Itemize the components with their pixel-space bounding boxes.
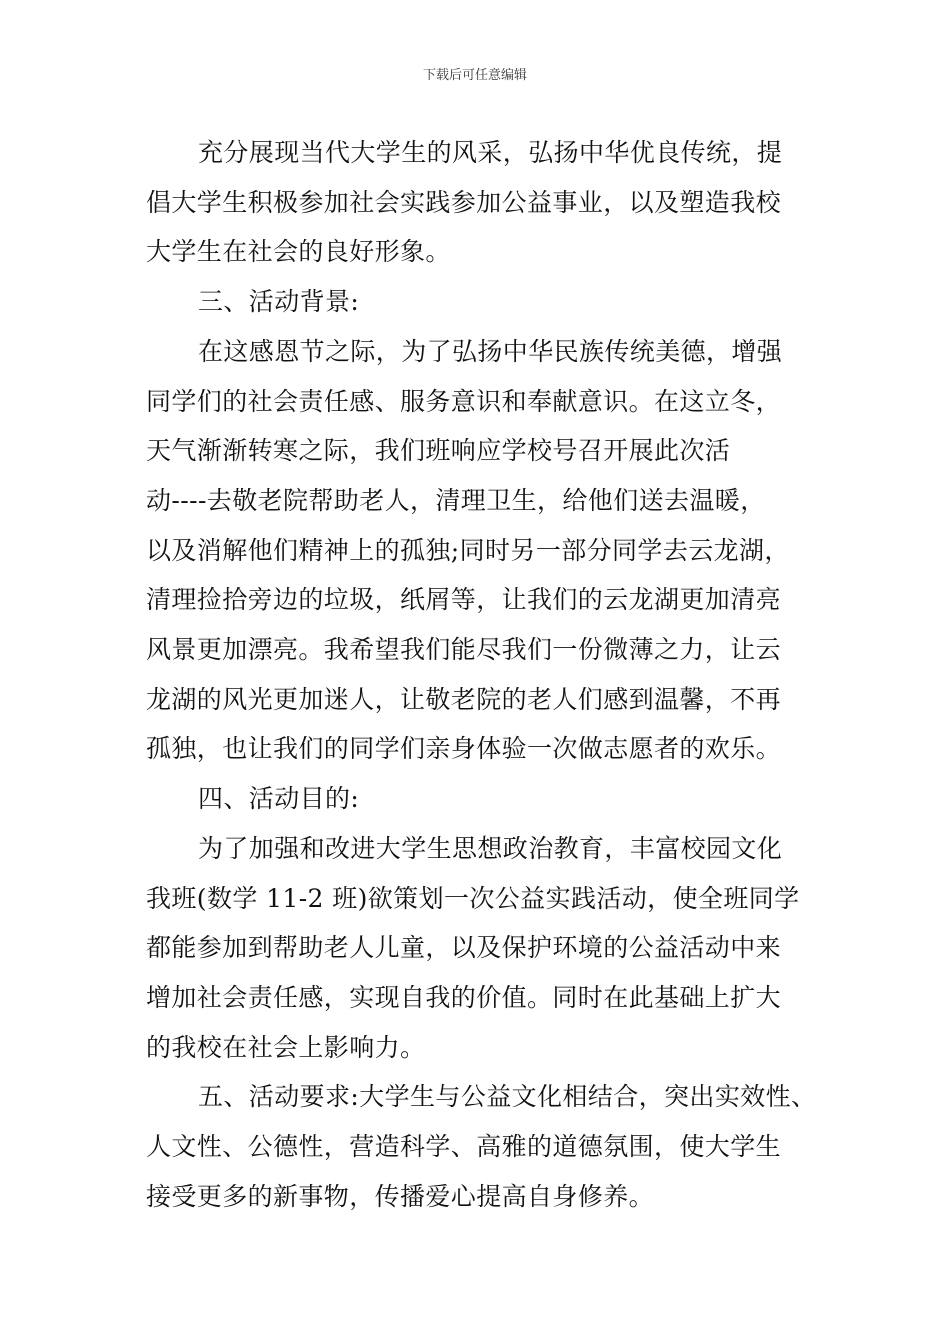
paragraph-intro (146, 128, 826, 277)
text-line: 动----去敬老院帮助老人，清理卫生，给他们送去温暖， (146, 485, 766, 515)
text-line: 孤独，也让我们的同学们亲身体验一次做志愿者的欢乐。 (146, 734, 782, 764)
text-line: 充分展现当代大学生的风采，弘扬中华优良传统，提 (198, 138, 783, 167)
section-heading-background (146, 277, 826, 327)
paragraph-purpose (146, 824, 826, 1073)
text-line: 我班(数学 11-2 班)欲策划一次公益实践活动，使全班同学 (146, 883, 800, 913)
document-body (146, 128, 826, 1221)
text-line: 都能参加到帮助老人儿童，以及保护环境的公益活动中来 (146, 933, 782, 963)
text-line: 的我校在社会上影响力。 (146, 1032, 426, 1062)
paragraph-requirements (146, 1072, 826, 1221)
text-line: 在这感恩节之际，为了弘扬中华民族传统美德，增强 (198, 336, 783, 366)
text-line: 五、活动要求:大学生与公益文化相结合，突出实效性、 (198, 1082, 817, 1112)
text-line: 清理捡拾旁边的垃圾，纸屑等，让我们的云龙湖更加清亮 (146, 585, 782, 615)
text-line: 风景更加漂亮。我希望我们能尽我们一份微薄之力，让云 (146, 635, 782, 665)
text-line: 四、活动目的: (198, 784, 360, 814)
text-line: 天气渐渐转寒之际，我们班响应学校号召开展此次活 (146, 436, 731, 466)
text-line: 龙湖的风光更加迷人，让敬老院的老人们感到温馨，不再 (146, 684, 782, 714)
page-header: 下载后可任意编辑 (422, 68, 527, 83)
text-line: 接受更多的新事物，传播爱心提高自身修养。 (146, 1181, 655, 1211)
section-heading-purpose (146, 774, 826, 824)
text-line: 倡大学生积极参加社会实践参加公益事业，以及塑造我校 (146, 187, 782, 217)
text-line: 同学们的社会责任感、服务意识和奉献意识。在这立冬， (146, 386, 782, 416)
text-line: 增加社会责任感，实现自我的价值。同时在此基础上扩大 (146, 982, 782, 1012)
text-line: 大学生在社会的良好形象。 (146, 237, 451, 267)
text-line: 三、活动背景: (198, 287, 360, 317)
text-line: 以及消解他们精神上的孤独;同时另一部分同学去云龙湖， (146, 535, 790, 565)
paragraph-background (146, 327, 826, 774)
text-line: 人文性、公德性，营造科学、高雅的道德氛围，使大学生 (146, 1132, 782, 1162)
text-line: 为了加强和改进大学生思想政治教育，丰富校园文化 (198, 833, 783, 863)
